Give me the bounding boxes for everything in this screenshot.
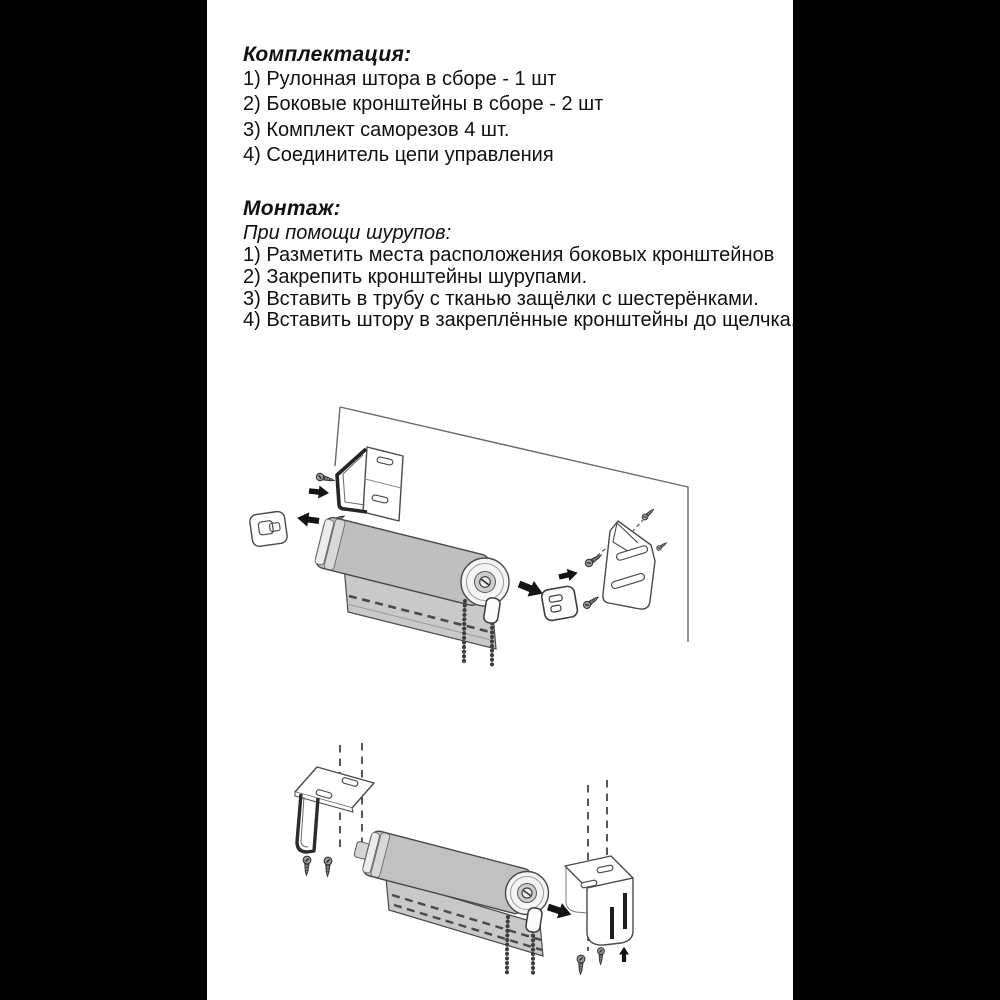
bracket-clip xyxy=(297,794,318,852)
screw-icon xyxy=(584,552,603,568)
kit-heading: Комплектация: xyxy=(243,43,412,66)
left-letterbox xyxy=(0,0,207,1000)
end-latch-plate-right xyxy=(541,585,579,621)
screw-icon xyxy=(303,856,311,875)
right-letterbox xyxy=(793,0,1000,1000)
kit-item: 4) Соединитель цепи управления xyxy=(243,144,554,167)
screw-icon xyxy=(641,507,656,521)
kit-item: 1) Рулонная штора в сборе - 1 шт xyxy=(243,68,557,90)
screw-icon xyxy=(316,473,335,485)
screw-icon xyxy=(324,857,332,876)
montage-subheading: При помощи шурупов: xyxy=(243,222,452,244)
montage-step: 3) Вставить в трубу с тканью защёлки с шестерёнками. xyxy=(243,287,759,310)
arrow-right-icon xyxy=(308,484,329,499)
wall-bracket-left xyxy=(308,447,403,527)
arrow-right-icon xyxy=(546,899,574,922)
ceiling-mount-assembly-diagram xyxy=(207,735,793,1000)
chain-connector xyxy=(483,597,501,624)
montage-step: 4) Вставить штору в закреплённые кронштейны до щелчка. xyxy=(243,309,797,332)
chain-connector xyxy=(525,907,543,933)
kit-section xyxy=(243,42,603,169)
arrow-left-icon xyxy=(296,511,320,528)
montage-section xyxy=(243,196,796,332)
kit-item: 2) Боковые кронштейны в сборе - 2 шт xyxy=(243,93,604,116)
ceiling-bracket-right xyxy=(565,780,633,974)
screw-icon xyxy=(656,541,668,552)
tube-end-cap xyxy=(461,558,509,606)
screw-icon xyxy=(597,947,604,964)
screw-icon xyxy=(582,594,600,610)
instruction-page xyxy=(207,0,797,1000)
side-bracket-right xyxy=(603,521,655,609)
arrow-up-icon xyxy=(619,947,629,962)
arrow-right-icon xyxy=(558,567,579,583)
end-latch-plate-left xyxy=(249,511,288,548)
tube-end-cap xyxy=(506,872,549,915)
kit-item: 3) Комплект саморезов 4 шт. xyxy=(243,118,510,141)
montage-step: 1) Разметить места расположения боковых кронштейнов xyxy=(243,244,775,266)
montage-heading: Монтаж: xyxy=(243,197,341,220)
montage-step: 2) Закрепить кронштейны шурупами. xyxy=(243,265,588,288)
screw-icon xyxy=(577,955,585,974)
wall-mount-assembly-diagram xyxy=(207,390,793,780)
